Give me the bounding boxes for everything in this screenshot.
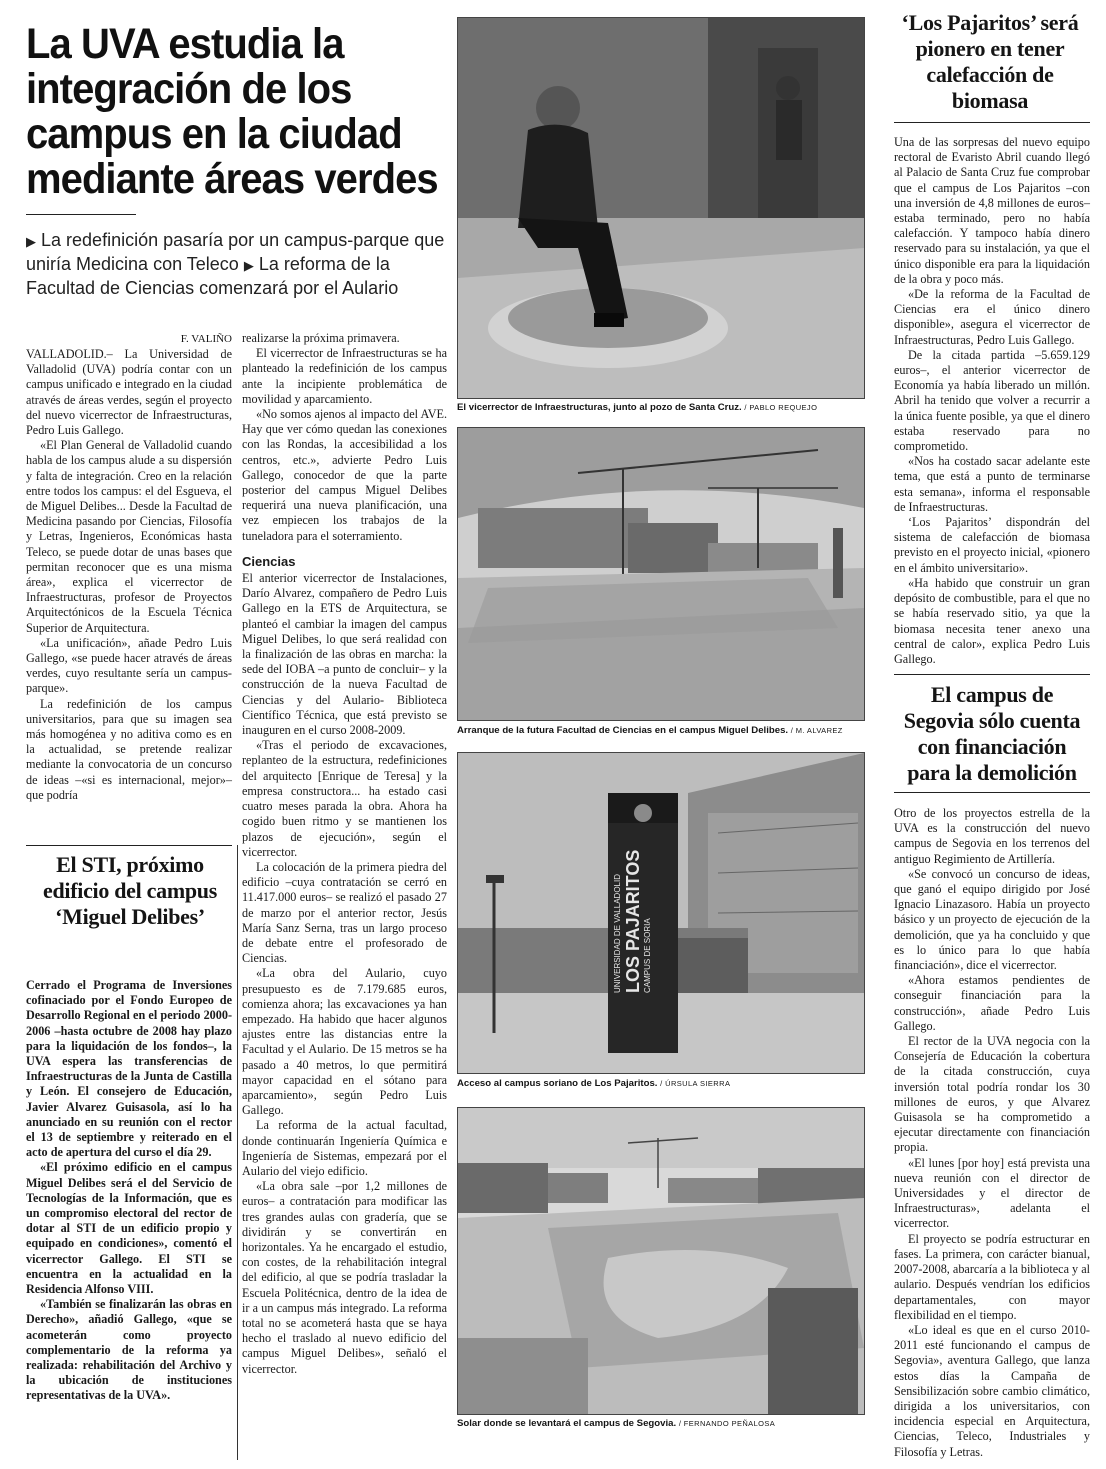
paragraph: «Nos ha costado sacar adelante este tema, que está a punto de terminarse esta semana», informa el responsable de Infraestructuras.: [894, 454, 1090, 514]
paragraph: Una de las sorpresas del nuevo equipo rectoral de Evaristo Abril cuando llegó al Palacio de Santa Cruz fue comprobar que el campus de Los Pajaritos –con una inversión de 4,8 millones de euros– estaba terminado, pero no había calefacción. Y tampoco había dinero reservado para su instalación, ya que el único disponible era para la liquidación de la obra y poco más.: [894, 135, 1090, 286]
photo-image: [458, 1108, 864, 1414]
caption-text: El vicerrector de Infraestructuras, junto al pozo de Santa Cruz.: [457, 402, 742, 413]
paragraph: ‘Los Pajaritos’ dispondrán del sistema de calefacción de biomasa previsto en el proyecto inicial, «pionero en el ámbito universitario».: [894, 515, 1090, 575]
photo-caption-1: [457, 402, 863, 414]
headline-rule: [26, 214, 136, 215]
paragraph: De la citada partida –5.659.129 euros–, el anterior vicerrector de Economía ya había liberado un millón. Abril ha tenido que volver a recurrir a la única fuente posible, ya que el dinero estaba reservado para no comprometido.: [894, 347, 1090, 454]
paragraph: Otro de los proyectos estrella de la UVA es la construcción del nuevo campus de Segovia en los terrenos del antiguo Regimiento de Artillería.: [894, 806, 1090, 866]
deck-marker-1: ▶: [26, 234, 36, 249]
photo-segovia: [457, 1107, 865, 1415]
caption-text: Arranque de la futura Facultad de Ciencias en el campus Miguel Delibes.: [457, 725, 789, 736]
photo-caption-2: [457, 725, 863, 737]
paragraph: El rector de la UVA negocia con la Consejería de Educación la cobertura de la citada construcción, cuya inversión total podría rondar los 30 millones de euros, y que Alvarez Guisasola se ha comprometido a ejecutar directamente con financiación propia.: [894, 1034, 1090, 1155]
paragraph: «Ahora estamos pendientes de conseguir financiación para la construcción», añade Pedro Luis Gallego.: [894, 973, 1090, 1033]
deck: [26, 229, 446, 300]
paragraph: «El próximo edificio en el campus Miguel Delibes será el del Servicio de Tecnologías de la Información, que es un compromiso electoral del rector de dotar al STI de un edificio propio y equipado en condiciones», comentó el vicerrector Gallego. El STI se encuentra en la actualidad en la Residencia Alfonso VIII.: [26, 1160, 232, 1297]
paragraph: «La unificación», añade Pedro Luis Gallego, «se puede hacer através de áreas verdes, cuyo resultante sería un campus-parque».: [26, 635, 232, 696]
paragraph: «No somos ajenos al impacto del AVE. Hay que ver cómo quedan las conexiones con las Rondas, la accesibilidad a los centros, etc.», advierte Pedro Luis Gallego, conocedor de que la parte posterior del campus Miguel Delibes requerirá una nueva planificación, una vez empiecen los trabajos de la tuneladora para el soterramiento.: [242, 407, 447, 543]
photo-credit: / M. ALVAREZ: [790, 726, 843, 735]
paragraph: «También se finalizarán las obras en Derecho», añadió Gallego, «que se acometerán como proyecto complementario de la reforma ya realizada: rehabilitación del Archivo y la ubicación de instituciones representativas de la UVA».: [26, 1297, 232, 1403]
paragraph: El proyecto se podría estructurar en fases. La primera, con carácter bianual, 2007-2008, abarcaría a la biblioteca y al aulario. Después vendrían los edificios departamentales, con mayor flexibilidad en el tiempo.: [894, 1231, 1090, 1322]
paragraph: «De la reforma de la Facultad de Ciencias era el único dinero disponible», asegura el vicerrector de Infraestructuras, Pedro Luis Gallego.: [894, 287, 1090, 347]
paragraph: «Lo ideal es que en el curso 2010-2011 esté funcionando el campus de Segovia», aventura Gallego, que lanza estos días la Campaña de Sensibilización sobre cambio climático, dirigida a los universitarios, con incidencia especial en Arquitectura, Ciencias, Teleco, Industriales y Filosofía y Letras.: [894, 1322, 1090, 1459]
sti-headline: El STI, próximo edificio del campus ‘Miguel Delibes’: [43, 852, 217, 929]
paragraph: La colocación de la primera piedra del edificio –cuya contratación se cerró en 11.417.000 euros– se realizó el pasado 27 de marzo por el anterior rector, Jesús María Sanz Serna, tras un largo proceso de debate entre el profesorado de Ciencias.: [242, 859, 447, 966]
photo-vicerrector: [457, 17, 865, 399]
paragraph: La reforma de la actual facultad, donde continuarán Ingeniería Química e Ingeniería de Sistemas, empezará por el Aulario del viejo edificio.: [242, 1118, 447, 1178]
sti-top-rule: [26, 845, 232, 846]
deck-marker-2: ▶: [243, 258, 254, 273]
caption-text: Solar donde se levantará el campus de Segovia.: [457, 1418, 677, 1429]
photo-credit: / ÚRSULA SIERRA: [660, 1079, 731, 1088]
paragraph: «La obra sale –por 1,2 millones de euros– a contratación para modificar las tres grandes aulas con gradería, que se dividirán y se convertirán en horizontales. Ya he encargado el estudio, con costes, de la rehabilitación integral del edificio, al que se podría trasladar la Escuela Politécnica, dentro de la idea de ir a un campus más integrado. La reforma total no se acometerá hasta que se haya hecho el traslado al nuevo edificio del campus Miguel Delibes», señaló el vicerrector.: [242, 1179, 447, 1376]
paragraph: El vicerrector de Infraestructuras se ha planteado la redefinición de los campus ante la incipiente problemática de movilidad y aparcamiento.: [242, 346, 447, 406]
photo-caption-3: [457, 1078, 863, 1090]
column-divider: [237, 845, 238, 1460]
paragraph: realizarse la próxima primavera.: [242, 331, 400, 345]
paragraph: «Se convocó un concurso de ideas, que ganó el equipo dirigido por José Ignacio Linazasoro. Había un proyecto básico y un proyecto de ejecución de la demolición, que ya ha concluido y que es lo único para lo que había financiación», dice el vicerrector.: [894, 866, 1090, 973]
pajaritos-rule: [894, 122, 1090, 123]
photo-credit: / PABLO REQUEJO: [744, 403, 818, 412]
photo-credit: / FERNANDO PEÑALOSA: [678, 1419, 776, 1428]
paragraph: Cerrado el Programa de Inversiones cofinaciado por el Fondo Europeo de Desarrollo Regional en el periodo 2000-2006 –hasta octubre de 2008 hay plazo para la liquidación de los fondos–, la UVA espera las transferencias de Infraestructuras de la Junta de Castilla y León. El consejero de Educación, Javier Alvarez Guisasola, así lo ha anunciado en su reunión con el rector el 13 de septiembre y reiterado en el acto de apertura del curso el día 29.: [26, 978, 232, 1160]
caption-text: Acceso al campus soriano de Los Pajaritos.: [457, 1078, 658, 1089]
deck-line-2: La reforma de la Facultad de Ciencias comenzará por el Aulario: [26, 254, 399, 298]
paragraph: El anterior vicerrector de Instalaciones, Darío Alvarez, compañero de Pedro Luis Gallego en la ETS de Arquitectura, se planteó el cambiar la imagen del campus Miguel Delibes, lo que será realidad con la finalización de las obras en marcha: la sede del IOBA –a punto de concluir– y la construcción de la nueva Facultad de Ciencias y del Aulario- Biblioteca Científico Técnica, que está previsto se inauguren en el curso 2008-2009.: [242, 571, 447, 738]
paragraph: VALLADOLID.– La Universidad de Valladolid (UVA) podría contar con un campus unificado e integrado en la ciudad através de áreas verdes, según el proyecto del nuevo vicerrector de Infraestructuras, Pedro Luis Gallego.: [26, 347, 232, 438]
paragraph: «Tras el periodo de excavaciones, replanteo de la estructura, redefiniciones del arquitecto [Enrique de Teresa] y la empresa constructora... ha estado casi cuatro meses parada la obra. Ahora ha cogido buen ritmo y se mantienen los plazos de ejecución», según el vicerrector.: [242, 738, 447, 859]
campus-sign-text: [613, 752, 673, 993]
main-column-1: [26, 347, 232, 803]
paragraph: «El lunes [por hoy] está prevista una nueva reunión con el director de Universidades y el director de Infraestructuras», adelanta el vicerrector.: [894, 1155, 1090, 1231]
sign-university: UNIVERSIDAD DE VALLADOLID: [613, 874, 622, 993]
sti-body: [26, 978, 232, 1404]
pajaritos-body: [894, 135, 1090, 667]
paragraph: La redefinición de los campus universitarios, para que su imagen sea más homogénea y no aditiva como es en la actualidad, se pretende realizar mediante la convocatoria de un concurso de ideas –«si es internacional, mejor»– que podría: [26, 696, 232, 802]
photo-los-pajaritos: [457, 752, 865, 1074]
deck-line-1: La redefinición pasaría por un campus-parque que uniría Medicina con Teleco: [26, 230, 445, 274]
paragraph: «Ha habido que construir un gran depósito de combustible, para el que no se había reservado sitio, ya que la biomasa necesita tener anexo una central de calor», explica Pedro Luis Gallego.: [894, 575, 1090, 666]
sign-campus-name: LOS PAJARITOS: [623, 849, 643, 993]
segovia-top-rule: [894, 674, 1090, 675]
photo-image: [458, 18, 864, 398]
paragraph: «El Plan General de Valladolid cuando habla de los campus alude a su dispersión y falta de integración. Creo en la relación entre todos los campus: el del Esgueva, el de Miguel Delibes... Desde la Facultad de Medicina pasando por Ciencias, Filosofía y Letras, Ingenieros, Económicas hasta Teleco, se puede dotar de unas bases que permitan reconocer que es una misma área», explica el vicerrector de Infraestructuras, profesor de Proyectos Arquitectónicos de la Escuela Técnica Superior de Arquitectura.: [26, 438, 232, 635]
photo-image: [458, 428, 864, 720]
segovia-headline: El campus de Segovia sólo cuenta con financiación para la demolición: [903, 682, 1081, 785]
main-column-2: [242, 331, 447, 1377]
pajaritos-headline: ‘Los Pajaritos’ será pionero en tener calefacción de biomasa: [901, 10, 1079, 113]
photo-facultad-ciencias: [457, 427, 865, 721]
segovia-rule: [894, 792, 1090, 793]
segovia-body: [894, 806, 1090, 1460]
sign-campus-location: CAMPUS DE SORIA: [643, 918, 652, 993]
section-subhead: Ciencias: [242, 553, 296, 569]
photo-caption-4: [457, 1418, 863, 1430]
main-headline: La UVA estudia la integración de los campus en la ciudad mediante áreas verdes: [26, 20, 438, 203]
byline: F. VALIÑO: [180, 333, 232, 345]
paragraph: «La obra del Aulario, cuyo presupuesto es de 7.179.685 euros, comienza ahora; las excavaciones ya han empezado. Ha habido que hacer algunos ajustes entre las distancias entre la Facultad y el Aulario. De 15 metros se ha pasado a 40 metros, lo que permitirá mayor capacidad en el sótano para aparcamiento», según Pedro Luis Gallego.: [242, 966, 447, 1118]
